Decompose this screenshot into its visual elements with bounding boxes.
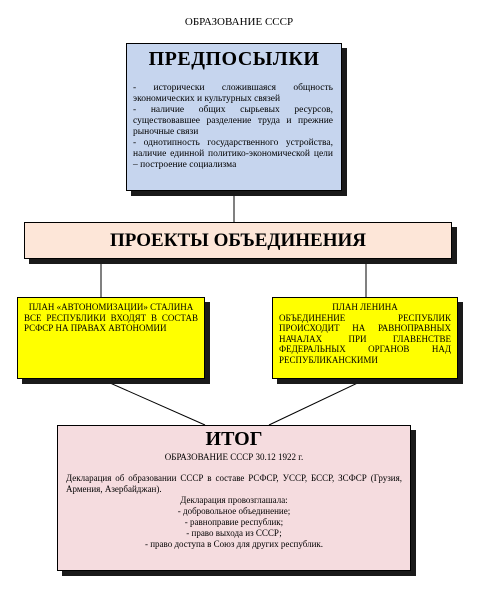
prerequisites-heading: ПРЕДПОСЫЛКИ xyxy=(148,48,320,70)
connector-autonomy-result xyxy=(101,379,205,425)
prerequisites-list xyxy=(127,71,341,171)
result-declaration: Декларация об образовании СССР в составе РСФСР, УССР, БССР, ЗСФСР (Грузия, Армения, Азербайджан). xyxy=(66,473,402,494)
projects-heading: ПРОЕКТЫ ОБЪЕДИНЕНИЯ xyxy=(110,230,366,251)
plan-autonomy-title: ПЛАН «АВТОНОМИЗАЦИИ» СТАЛИНА xyxy=(28,302,194,312)
prerequisite-item: - исторически сложившаяся общность экономических и культурных связей xyxy=(133,83,333,104)
result-subtitle: ОБРАЗОВАНИЕ СССР 30.12 1922 г. xyxy=(164,452,304,462)
page-title: ОБРАЗОВАНИЕ СССР xyxy=(184,16,294,28)
plan-lenin-box xyxy=(272,297,458,379)
result-point: - равноправие республик; xyxy=(184,517,284,527)
result-proclaimed: Декларация провозглашала: xyxy=(180,495,288,505)
plan-lenin-title: ПЛАН ЛЕНИНА xyxy=(332,302,398,312)
plan-autonomy-box xyxy=(17,297,205,379)
result-box xyxy=(57,425,411,571)
prerequisite-item: - наличие общих сырьевых ресурсов, существовавшее разделение труда и прежние рыночные связи xyxy=(133,105,333,137)
result-point: - добровольное объединение; xyxy=(177,506,291,516)
prerequisite-item: - однотипность государственного устройства, наличие единной политико-экономической цели – построение социализма xyxy=(133,138,333,170)
plan-autonomy-text: ВСЕ РЕСПУБЛИКИ ВХОДЯТ В СОСТАВ РСФСР НА ПРАВАХ АВТОНОМИИ xyxy=(24,312,198,333)
result-point: - право доступа в Союз для других республик. xyxy=(144,539,324,549)
result-points-list xyxy=(66,506,402,550)
connector-lenin-result xyxy=(269,379,366,425)
prerequisites-box xyxy=(126,43,342,191)
result-heading: ИТОГ xyxy=(205,428,263,450)
projects-box xyxy=(24,222,452,259)
plan-lenin-text: ОБЪЕДИНЕНИЕ РЕСПУБЛИК ПРОИСХОДИТ НА РАВНОПРАВНЫХ НАЧАЛАХ ПРИ ГЛАВЕНСТВЕ ФЕДЕРАЛЬНЫХ ОРГАНОВ НАД РЕСПУБЛИКАНСКИМИ xyxy=(279,312,451,365)
result-point: - право выхода из СССР; xyxy=(186,528,282,538)
